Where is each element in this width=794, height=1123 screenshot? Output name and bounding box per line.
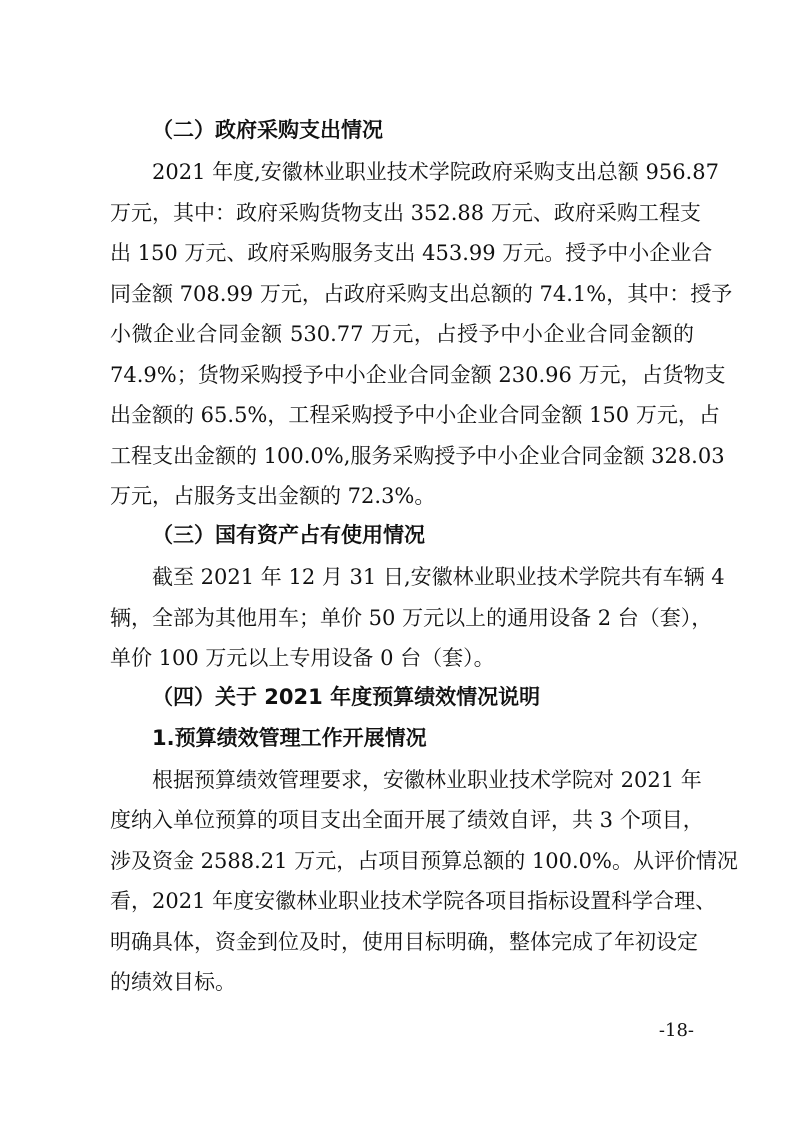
- paragraph-line: 万元，其中：政府采购货物支出 352.88 万元、政府采购工程支: [110, 201, 701, 225]
- paragraph-line: 截至 2021 年 12 月 31 日,安徽林业职业技术学院共有车辆 4: [152, 565, 725, 589]
- paragraph-line: 出 150 万元、政府采购服务支出 453.99 万元。授予中小企业合: [110, 241, 713, 265]
- paragraph-line: 万元，占服务支出金额的 72.3%。: [110, 484, 436, 508]
- paragraph-line: 74.9%；货物采购授予中小企业合同金额 230.96 万元，占货物支: [110, 363, 726, 387]
- paragraph-line: 明确具体，资金到位及时，使用目标明确，整体完成了年初设定: [110, 930, 698, 954]
- subsection-heading-performance-management: 1.预算绩效管理工作开展情况: [152, 726, 427, 750]
- page-number: -18-: [658, 1020, 694, 1041]
- paragraph-line: 的绩效目标。: [110, 970, 236, 994]
- paragraph-line: 根据预算绩效管理要求，安徽林业职业技术学院对 2021 年: [152, 768, 702, 792]
- paragraph-line: 同金额 708.99 万元，占政府采购支出总额的 74.1%，其中：授予: [110, 282, 733, 306]
- section-heading-government-procurement: （二）政府采购支出情况: [152, 118, 383, 142]
- paragraph-line: 单价 100 万元以上专用设备 0 台（套）。: [110, 646, 495, 670]
- paragraph-line: 辆，全部为其他用车；单价 50 万元以上的通用设备 2 台（套），: [110, 606, 713, 630]
- paragraph-line: 出金额的 65.5%，工程采购授予中小企业合同金额 150 万元，占: [110, 403, 720, 427]
- paragraph-line: 工程支出金额的 100.0%,服务采购授予中小企业合同金额 328.03: [110, 444, 725, 468]
- paragraph-line: 涉及资金 2588.21 万元，占项目预算总额的 100.0%。从评价情况: [110, 849, 738, 873]
- paragraph-line: 小微企业合同金额 530.77 万元，占授予中小企业合同金额的: [110, 322, 694, 346]
- paragraph-line: 度纳入单位预算的项目支出全面开展了绩效自评，共 3 个项目，: [110, 808, 704, 832]
- paragraph-line: 2021 年度,安徽林业职业技术学院政府采购支出总额 956.87: [152, 160, 719, 184]
- section-heading-budget-performance: （四）关于 2021 年度预算绩效情况说明: [152, 685, 541, 709]
- section-heading-state-assets: （三）国有资产占有使用情况: [152, 523, 425, 547]
- paragraph-line: 看，2021 年度安徽林业职业技术学院各项目指标设置科学合理、: [110, 889, 717, 913]
